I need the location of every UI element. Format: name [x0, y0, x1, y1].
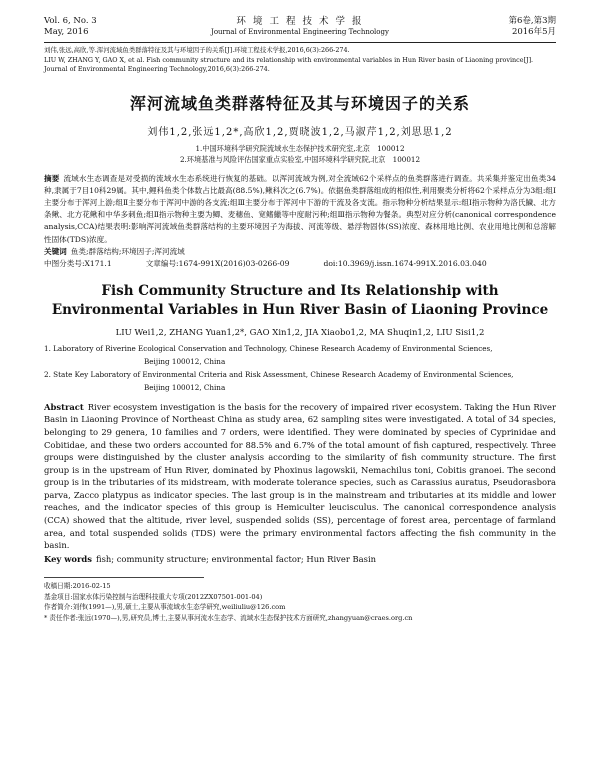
affiliation-cn-1: 1.中国环境科学研究院流域水生态保护技术研究室,北京 100012 — [195, 143, 405, 153]
running-header — [44, 0, 556, 42]
affiliation-en-1: 1. Laboratory of Riverine Ecological Conservation and Technology, Chinese Research Academy of Environmental Sciences, — [44, 343, 493, 353]
affiliation-en-1-city: Beijing 100012, China — [144, 356, 226, 366]
volume-number: Vol. 6, No. 3 — [44, 16, 97, 26]
doi: doi:10.3969/j.issn.1674-991X.2016.03.040 — [323, 258, 487, 268]
abstract-text-en: River ecosystem investigation is the basis for the recovery of impaired river ecosystem. Taking the Hun River Basin in Liaoning Province of Northeast China as study area, 62 sampling sites were investigated. A total of 34 species, belonging to 29 genera, 10 families and 7 orders, were identified. They were dominated by species of Cyprinidae and Cobitidae, and these two orders accounted for 88.5% and 6.7% of the total amount of fish captured, respectively. Three groups were distinguished by the cluster analysis according to the similarity of fish community structure. The first group is in the upstream of Hun River, dominated by Phoxinus lagowskii, Nemachilus toni, Cobitis granoei. The second group is in the tributaries of its midstream, with moderate tolerance species, such as Carassius auratus, Pseudorasbora parva, Zacco platypus as indicator species. The last group is in the mainstream and tributaries at its middle and lower reaches, and the indicator species of this group is Hemiculter leucisculus. The canonical correspondence analysis (CCA) showed that the altitude, river level, suspended solids (SS), percentage of forest area, percentage of farmland area, and total suspended solids (TDS) were the primary environmental factors affecting the fish community in the basin. — [44, 401, 556, 551]
issue-cn: 第6卷,第3期 — [508, 16, 556, 26]
chinese-affiliations — [44, 143, 556, 165]
footnote-rule — [44, 577, 204, 578]
footnote-corresponding: * 责任作者:张远(1970—),男,研究员,博士,主要从事河流水生态学、流域水生态保护技术方面研究,zhangyuan@craes.org.cn — [44, 613, 413, 622]
footnote-received: 收稿日期:2016-02-15 — [44, 582, 111, 591]
english-abstract — [44, 401, 556, 552]
keywords-text-en: fish; community structure; environmental factor; Hun River Basin — [95, 553, 377, 564]
footnote-author: 作者简介:刘伟(1991—),男,硕士,主要从事流域水生态学研究,weiliuliu@126.com — [44, 603, 286, 612]
abstract-label-en: Abstract — [44, 401, 84, 412]
header-rule — [44, 42, 556, 43]
issue-date: May, 2016 — [44, 27, 89, 37]
abstract-label-cn: 摘要 — [44, 173, 60, 183]
english-authors: LIU Wei1,2, ZHANG Yuan1,2*, GAO Xin1,2, JIA Xiaobo1,2, MA Shuqin1,2, LIU Sisi1,2 — [115, 327, 485, 338]
affiliation-cn-2: 2.环境基准与风险评估国家重点实验室,中国环境科学研究院,北京 100012 — [179, 154, 421, 164]
keywords-text-cn: 鱼类;群落结构;环境因子;浑河流域 — [70, 246, 185, 256]
footnote-funding: 基金项目:国家水体污染控制与治理科技重大专项(2012ZX07501-001-04) — [44, 592, 263, 601]
affiliation-en-2: 2. State Key Laboratory of Environmental Criteria and Risk Assessment, Chinese Research Academy of Environmental Sciences, — [44, 369, 514, 379]
footnotes — [44, 581, 556, 623]
citation-cn: 刘伟,张远,高欣,等.浑河流域鱼类群落特征及其与环境因子的关系[J].环境工程技术学报,2016,6(3):266-274. — [44, 46, 350, 54]
english-title: Fish Community Structure and Its Relationship with Environmental Variables in Hun River Basin of Liaoning Province — [51, 282, 549, 318]
document-code: 文章编号:1674-991X(2016)03-0266-09 — [145, 258, 290, 268]
chinese-abstract — [44, 173, 556, 246]
keywords-label-en: Key words — [44, 553, 92, 564]
citation-en: LIU W, ZHANG Y, GAO X, et al. Fish community structure and its relationship with environmental variables in Hun River basin of Liaoning province[J]. Journal of Environmental Engineering Technology,2016,6(3):266-274. — [44, 55, 534, 73]
journal-name-en: Journal of Environmental Engineering Technology — [211, 28, 389, 36]
date-cn: 2016年5月 — [511, 27, 556, 37]
chinese-keywords — [44, 246, 556, 258]
english-affiliations — [44, 343, 556, 393]
header-right — [508, 16, 556, 38]
english-keywords — [44, 553, 556, 566]
class-number: 中图分类号:X171.1 — [44, 258, 112, 268]
citation-block — [44, 46, 556, 75]
chinese-title: 浑河流域鱼类群落特征及其与环境因子的关系 — [129, 93, 470, 113]
keywords-label-cn: 关键词 — [44, 246, 67, 256]
affiliation-en-2-city: Beijing 100012, China — [144, 382, 226, 392]
abstract-text-cn: 流域水生态调查是对受损的流域水生态系统进行恢复的基础。以浑河流域为例,对全流域62个采样点的鱼类群落进行调查。共采集并鉴定出鱼类34种,隶属于7目10科29属。其中,鲤科鱼类个体数占比最高(88.5%),鳅科次之(6.7%)。依据鱼类群落组成的相似性,利用聚类分析将62个采样点分为3组:组Ⅰ主要分布于浑河上游;组Ⅱ主要分布于浑河中游的各支流;组Ⅲ主要分布于浑河中下游的干流及各支流。指示物种分析结果显示:组Ⅰ指示物种为洛氏鱥、北方条鳅、北方花鳅和中华多刺鱼;组Ⅱ指示物种主要为鲫、麦穗鱼、宽鳍鱲等中度耐污种;组Ⅲ指示物种为餐条。典型对应分析(canonical correspondence analysis,CCA)结果表明:影响浑河流域鱼类群落结构的主要环境因子为海拔、河流等级、悬浮物固体(SS)浓度、森林用地比例、农业用地比例和总溶解性固体(TDS)浓度。 — [44, 173, 557, 244]
journal-name-cn: 环 境 工 程 技 术 学 报 — [236, 16, 364, 27]
header-center — [44, 16, 556, 38]
chinese-authors: 刘伟1,2,张远1,2*,高欣1,2,贾晓波1,2,马淑芹1,2,刘思思1,2 — [147, 126, 453, 138]
classification-line — [44, 258, 556, 270]
